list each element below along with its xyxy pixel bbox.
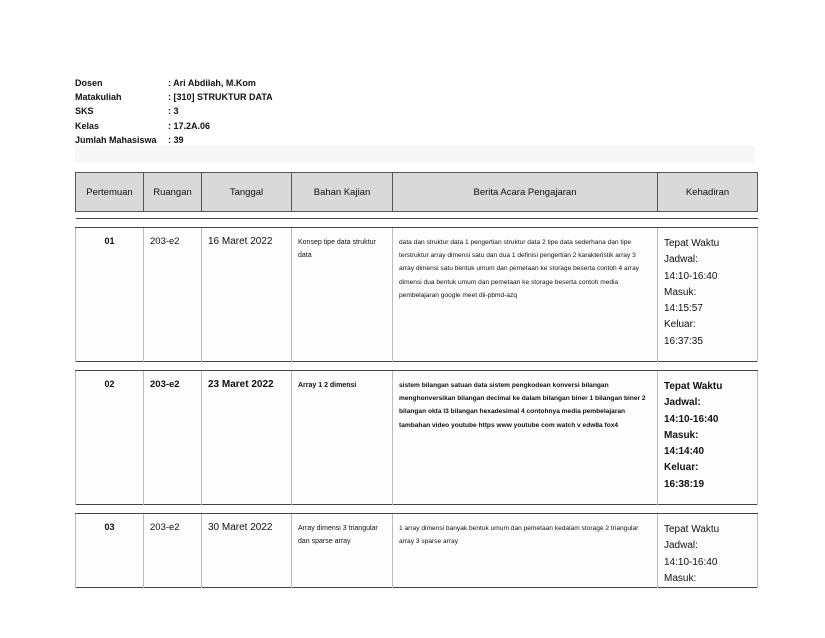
attendance-table xyxy=(75,172,758,588)
header-berita-acara: Berita Acara Pengajaran xyxy=(393,173,658,212)
info-row-dosen xyxy=(75,76,273,90)
header-tanggal: Tanggal xyxy=(202,173,292,212)
info-label: Dosen xyxy=(75,78,103,88)
table-bottom-line xyxy=(76,588,758,589)
header-ruangan: Ruangan xyxy=(144,173,202,212)
cell-berita-acara: 1 array dimensi banyak bentuk umum dan pemetaan kedalam storage 2 triangular array 3 sparse array xyxy=(393,514,658,588)
info-label: Jumlah Mahasiswa xyxy=(75,134,157,145)
kehadiran-jadwal-value: 14:10-16:40 xyxy=(664,270,718,282)
info-row-kelas xyxy=(75,119,273,133)
kehadiran-status: Tepat Waktu xyxy=(664,381,723,392)
kehadiran-masuk-value: 14:15:57 xyxy=(664,303,703,315)
table-row xyxy=(76,514,758,588)
info-value: : 17.2A.06 xyxy=(168,120,211,131)
header-bahan-kajian: Bahan Kajian xyxy=(292,173,393,212)
cell-pertemuan: 02 xyxy=(76,371,144,505)
cell-kehadiran xyxy=(658,514,758,588)
info-value: : 39 xyxy=(168,134,184,145)
cell-bahan-kajian: Array 1 2 dimensi xyxy=(292,371,393,505)
kehadiran-jadwal-value: 14:10-16:40 xyxy=(664,413,719,425)
cell-ruangan: 203-e2 xyxy=(144,514,202,588)
kehadiran-keluar-value: 16:38:19 xyxy=(664,478,705,490)
row-gap xyxy=(76,212,758,219)
info-row-sks xyxy=(75,104,273,118)
cell-bahan-kajian: Konsep tipe data struktur data xyxy=(292,228,393,362)
header-pertemuan: Pertemuan xyxy=(76,173,144,212)
cell-tanggal: 16 Maret 2022 xyxy=(202,228,292,362)
cell-ruangan: 203-e2 xyxy=(144,371,202,505)
kehadiran-keluar-value: 16:37:35 xyxy=(664,335,703,347)
kehadiran-masuk-value: 14:14:40 xyxy=(664,446,705,458)
kehadiran-masuk-label: Masuk: xyxy=(664,286,697,298)
kehadiran-jadwal-label: Jadwal: xyxy=(664,540,698,552)
row-separator xyxy=(76,505,758,514)
info-label: Kelas xyxy=(75,120,100,131)
info-label: SKS xyxy=(75,106,94,117)
kehadiran-jadwal-label: Jadwal: xyxy=(664,254,698,266)
cell-pertemuan: 03 xyxy=(76,514,144,588)
kehadiran-keluar-label: Keluar: xyxy=(664,319,696,331)
row-separator xyxy=(76,362,758,371)
info-value: : 3 xyxy=(168,106,179,117)
kehadiran-jadwal-label: Jadwal: xyxy=(664,397,701,409)
table-header-row xyxy=(76,173,758,212)
course-info xyxy=(75,76,273,147)
table-row xyxy=(76,228,758,362)
kehadiran-status: Tepat Waktu xyxy=(664,238,720,249)
cell-berita-acara: sistem bilangan satuan data sistem pengkodean konversi bilangan menghonversikan bilangan decimal ke dalam bilangan biner 1 bilangan biner 2 bilangan okta l3 bilangan hexadesimal 4 contohnya media pembelajaran tambahan video youtube https www youtube com watch v edw8a fox4 xyxy=(393,371,658,505)
kehadiran-masuk-label: Masuk: xyxy=(664,429,699,441)
cell-ruangan: 203-e2 xyxy=(144,228,202,362)
info-value: : Ari Abdilah, M.Kom xyxy=(168,78,256,88)
kehadiran-masuk-label: Masuk: xyxy=(664,572,697,584)
cell-kehadiran xyxy=(658,371,758,505)
cell-bahan-kajian: Array dimensi 3 triangular dan sparse array xyxy=(292,514,393,588)
info-row-matakuliah xyxy=(75,90,273,104)
info-label: Matakuliah xyxy=(75,92,122,103)
cell-berita-acara: data dan struktur data 1 pengertian struktur data 2 tipe data sederhana dan tipe terstruktur array dimensi satu dan dua 1 definisi pengertian 2 karakteristik array 3 array dimensi satu bentuk umum dan pemetaan ke storage beserta contoh 4 array dimensi dua bentuk umum dan pemetaan ke storage beserta contoh media pembelajaran google meet dii-pbmd-azq xyxy=(393,228,658,362)
header-kehadiran: Kehadiran xyxy=(658,173,758,212)
cell-kehadiran xyxy=(658,228,758,362)
row-separator xyxy=(76,219,758,228)
table-row xyxy=(76,371,758,505)
kehadiran-keluar-label: Keluar: xyxy=(664,462,699,474)
info-value: : [310] STRUKTUR DATA xyxy=(168,92,273,103)
cell-pertemuan: 01 xyxy=(76,228,144,362)
header-band xyxy=(75,145,755,163)
kehadiran-jadwal-value: 14:10-16:40 xyxy=(664,556,718,568)
kehadiran-status: Tepat Waktu xyxy=(664,524,720,535)
cell-tanggal: 30 Maret 2022 xyxy=(202,514,292,588)
cell-tanggal: 23 Maret 2022 xyxy=(202,371,292,505)
